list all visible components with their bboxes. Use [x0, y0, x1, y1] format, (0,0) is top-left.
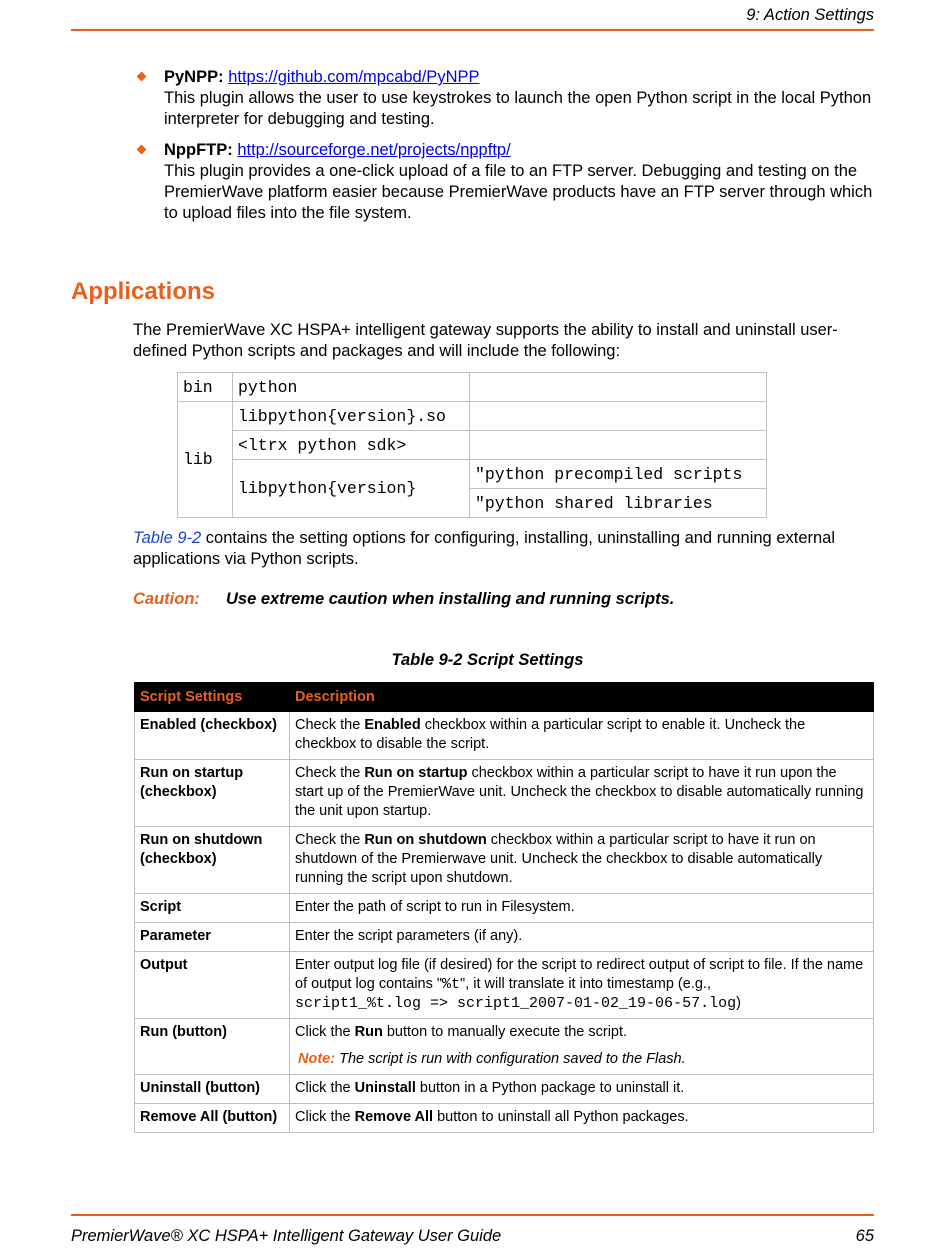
desc-bold: Run: [354, 1024, 383, 1040]
desc-text: checkbox within a particular script to have it run on shutdown of the Premierwave unit. Uncheck the checkbox to disable automatically running the script upon shutdown.: [295, 832, 823, 886]
desc-text: Check the: [295, 765, 365, 781]
setting-name: Run on startup (checkbox): [135, 760, 290, 827]
column-header-description: Description: [290, 683, 874, 712]
tree-cell-sdk: <ltrx python sdk>: [233, 431, 470, 460]
footer-page-number: 65: [855, 1227, 874, 1245]
table-caption: Table 9-2 Script Settings: [391, 651, 584, 669]
desc-bold: Run on startup: [364, 765, 468, 781]
header-title: 9: Action Settings: [746, 6, 874, 24]
plugin-link[interactable]: https://github.com/mpcabd/PyNPP: [228, 68, 480, 86]
tree-cell-empty: [470, 373, 767, 402]
plugin-list: [138, 67, 878, 235]
setting-description: [290, 1104, 874, 1133]
plugin-description: This plugin allows the user to use keystrokes to launch the open Python script in the local Python interpreter for debugging and testing.: [164, 88, 872, 128]
setting-name: Script: [135, 894, 290, 923]
tree-cell-shared: "python shared libraries: [470, 489, 767, 518]
tree-cell-precompiled: "python precompiled scripts: [470, 460, 767, 489]
table-reference-paragraph: [133, 528, 875, 570]
directory-tree-table: [177, 372, 767, 518]
setting-name: Run (button): [135, 1019, 290, 1075]
caution-note: [133, 590, 674, 609]
desc-code: script1_%t.log => script1_2007-01-02_19-06-57.log: [295, 995, 737, 1012]
plugin-item-nppftp: [138, 140, 878, 223]
setting-description: [290, 1019, 874, 1075]
desc-bold: Run on shutdown: [364, 832, 487, 848]
setting-description: [290, 952, 874, 1019]
bullet-diamond-icon: [137, 72, 147, 82]
desc-text: button in a Python package to uninstall it.: [415, 1080, 685, 1096]
table-row: [135, 894, 874, 923]
bullet-diamond-icon: [137, 145, 147, 155]
header-rule: [71, 29, 874, 31]
plugin-name: NppFTP:: [164, 141, 233, 160]
table-row: [135, 827, 874, 894]
setting-description: [290, 760, 874, 827]
tree-cell-bin: bin: [178, 373, 233, 402]
setting-description: Enter the script parameters (if any).: [290, 923, 874, 952]
desc-text: Check the: [295, 832, 365, 848]
tree-cell-python: python: [233, 373, 470, 402]
table-row: [135, 952, 874, 1019]
plugin-name: PyNPP:: [164, 68, 224, 86]
table-row: [135, 712, 874, 760]
caution-text: Use extreme caution when installing and running scripts.: [226, 590, 675, 608]
setting-name: Remove All (button): [135, 1104, 290, 1133]
column-header-settings: Script Settings: [135, 683, 290, 712]
table-reference-link[interactable]: Table 9-2: [133, 529, 202, 547]
tree-cell-libso: libpython{version}.so: [233, 402, 470, 431]
table-reference-text: contains the setting options for configuring, installing, uninstalling and running external applications via Python scripts.: [133, 529, 836, 568]
plugin-description: This plugin provides a one-click upload of a file to an FTP server. Debugging and testing on the PremierWave platform easier because PremierWave products have an FTP server through which to upload files into the file system.: [164, 162, 873, 222]
setting-description: [290, 1075, 874, 1104]
footer-guide-title: PremierWave® XC HSPA+ Intelligent Gateway User Guide: [71, 1227, 502, 1245]
table-row: [135, 1075, 874, 1104]
caution-label: Caution:: [133, 590, 200, 608]
desc-text: Check the: [295, 717, 365, 733]
intro-paragraph: The PremierWave XC HSPA+ intelligent gateway supports the ability to install and uninstall user-defined Python scripts and packages and will include the following:: [133, 321, 838, 360]
desc-text: Click the: [295, 1080, 355, 1096]
desc-text: Click the: [295, 1024, 355, 1040]
table-row: [135, 1019, 874, 1075]
plugin-link[interactable]: http://sourceforge.net/projects/nppftp/: [237, 141, 511, 160]
table-row: [135, 760, 874, 827]
desc-text: Click the: [295, 1109, 355, 1125]
tree-cell-empty: [470, 431, 767, 460]
setting-name: Uninstall (button): [135, 1075, 290, 1104]
desc-code: %t: [442, 976, 461, 993]
footer-rule: [71, 1214, 874, 1216]
desc-text: checkbox within a particular script to enable it. Uncheck the checkbox to disable the script.: [295, 717, 806, 752]
tree-cell-empty: [470, 402, 767, 431]
script-settings-table: [134, 682, 874, 1133]
desc-text: ", it will translate it into timestamp (e.g.,: [460, 976, 711, 992]
desc-text: Enter output log file (if desired) for the script to redirect output of script to file. If the name of output log contains ": [295, 957, 864, 992]
note-text: The script is run with configuration saved to the Flash.: [339, 1051, 686, 1067]
setting-name: Output: [135, 952, 290, 1019]
table-row: [135, 1104, 874, 1133]
desc-bold: Remove All: [354, 1109, 434, 1125]
desc-bold: Enabled: [364, 717, 421, 733]
setting-description: Enter the path of script to run in Filesystem.: [290, 894, 874, 923]
plugin-item-pynpp: [138, 67, 878, 129]
tree-cell-libversion: libpython{version}: [233, 460, 470, 518]
tree-cell-lib: lib: [178, 402, 233, 518]
setting-description: [290, 827, 874, 894]
run-note: [295, 1050, 868, 1069]
setting-name: Run on shutdown (checkbox): [135, 827, 290, 894]
setting-description: [290, 712, 874, 760]
desc-bold: Uninstall: [354, 1080, 416, 1096]
desc-text: checkbox within a particular script to have it run upon the start up of the PremierWave unit. Uncheck the checkbox to disable automatically running the unit upon startup.: [295, 765, 864, 819]
desc-text: button to uninstall all Python packages.: [433, 1109, 689, 1125]
setting-name: Enabled (checkbox): [135, 712, 290, 760]
note-label: Note:: [298, 1051, 336, 1067]
desc-text: ): [736, 995, 741, 1011]
table-row: [135, 923, 874, 952]
section-heading: Applications: [71, 278, 216, 305]
setting-name: Parameter: [135, 923, 290, 952]
desc-text: button to manually execute the script.: [382, 1024, 628, 1040]
